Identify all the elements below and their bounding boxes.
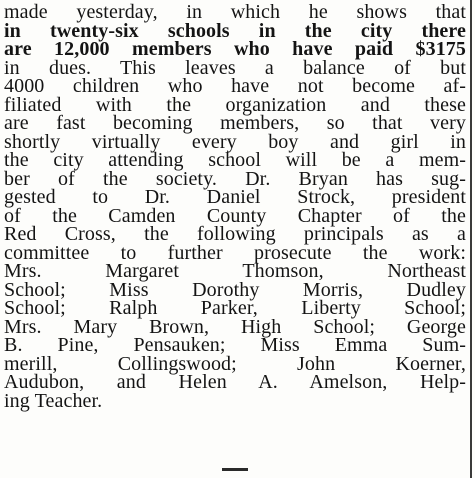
article-line: the city attending school will be a mem- [4, 149, 466, 171]
article-line: ing Teacher. [4, 389, 103, 412]
article-line: gested to Dr. Daniel Strock, president [4, 186, 466, 208]
article-line: filiated with the organization and these [4, 93, 466, 116]
article-line: are 12,000 members who have paid $3175 [4, 38, 466, 60]
article-line: shortly virtually every boy and girl in [4, 130, 466, 153]
article-line: Red Cross, the following principals as a [4, 223, 466, 245]
article-body [4, 3, 466, 410]
article-line: School; Ralph Parker, Liberty School; [4, 297, 466, 319]
article-line: Mrs. Mary Brown, High School; George [4, 315, 466, 338]
article-line: are fast becoming members, so that very [4, 112, 466, 134]
article-line: ber of the society. Dr. Bryan has sug- [4, 167, 466, 190]
article-line: committee to further prosecute the work: [4, 241, 466, 264]
article-line: 4000 children who have not become af- [4, 75, 466, 97]
column-rule [470, 0, 472, 478]
article-line: made yesterday, in which he shows that [4, 1, 466, 23]
article-line: Mrs. Margaret Thomson, Northeast [4, 260, 466, 282]
article-end-dash [222, 468, 248, 471]
article-line: Audubon, and Helen A. Amelson, Help- [4, 371, 466, 393]
article-line: in twenty-six schools in the city there [4, 19, 466, 42]
article-line: of the Camden County Chapter of the [4, 204, 466, 227]
article-line: merill, Collingswood; John Koerner, [4, 352, 466, 375]
article-line: in dues. This leaves a balance of but [4, 56, 466, 79]
article-line: School; Miss Dorothy Morris, Dudley [4, 278, 466, 301]
article-line: B. Pine, Pensauken; Miss Emma Sum- [4, 334, 466, 356]
